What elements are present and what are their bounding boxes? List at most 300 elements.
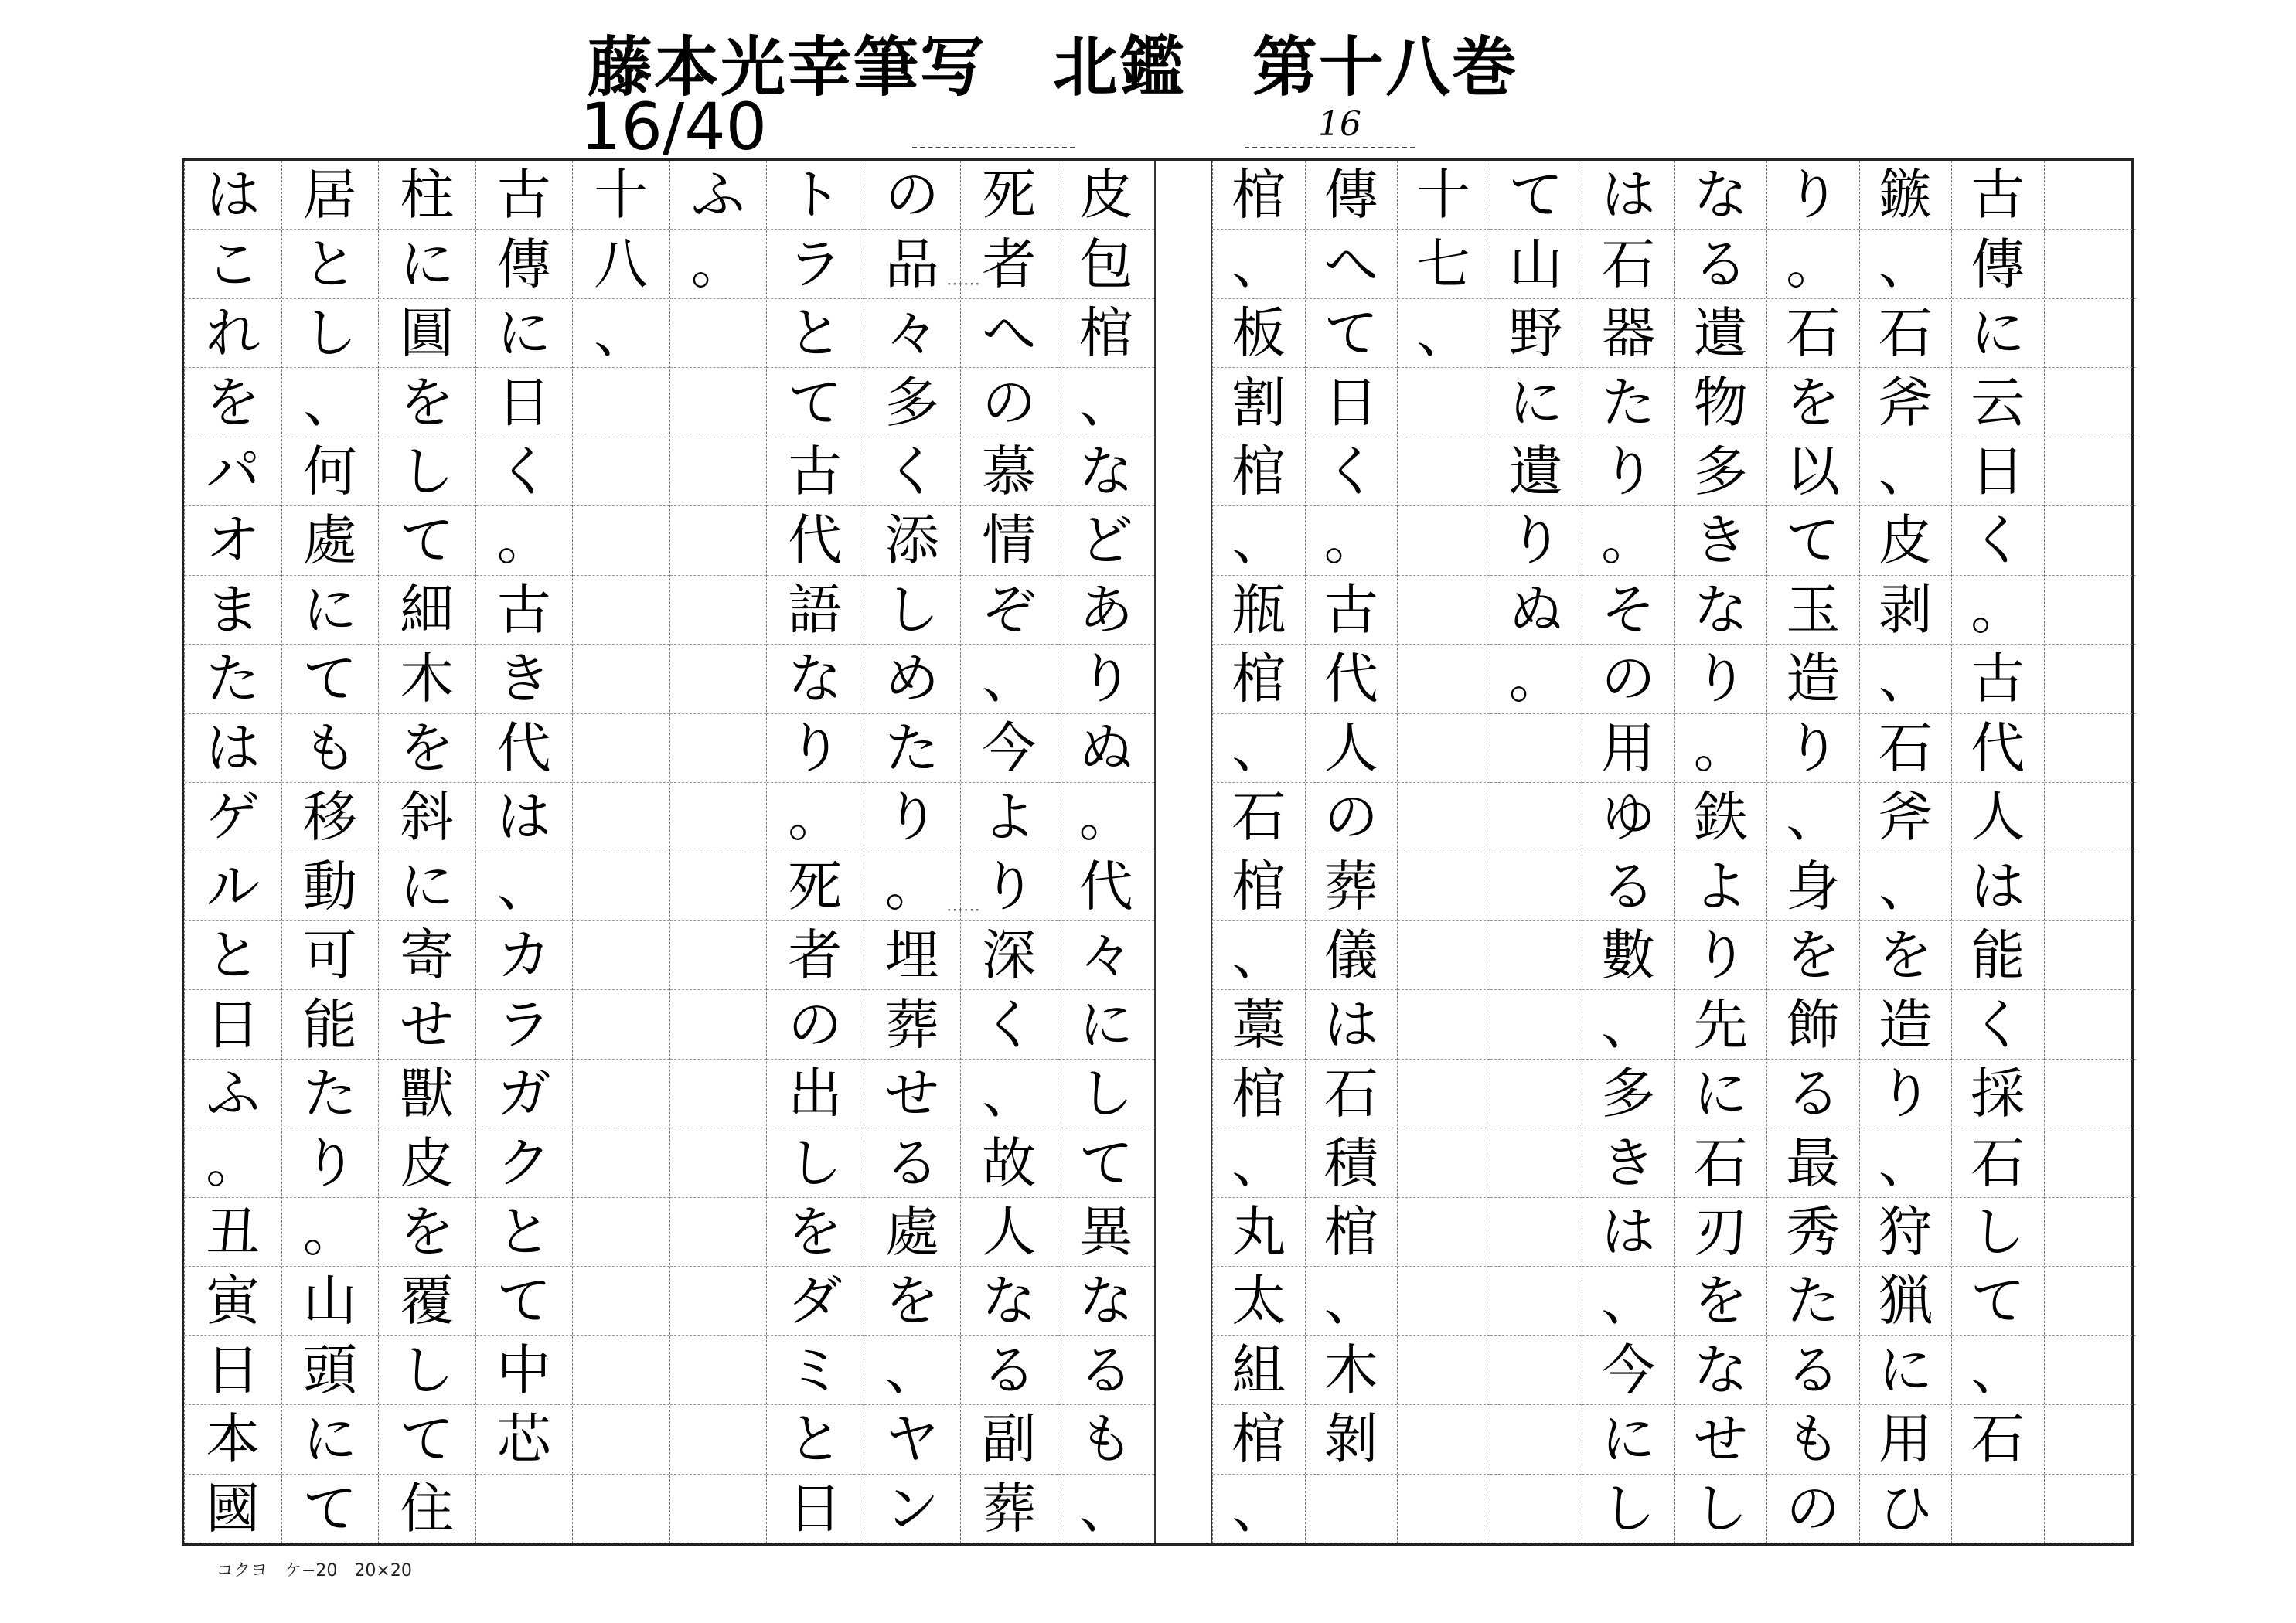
grid-cell: し [379,437,475,506]
manuscript-column [1397,161,1490,1543]
binding-mark-icon: ⋯⋯ [946,900,980,920]
grid-cell: 代 [476,714,573,783]
grid-cell: 割 [1213,368,1305,437]
grid-cell: 皮 [1058,161,1155,230]
grid-cell: て [282,1475,379,1543]
grid-cell [476,1475,573,1543]
grid-cell: ぬ [1058,714,1155,783]
grid-cell: に [282,576,379,645]
grid-cell: て [379,1405,475,1474]
grid-cell: し [282,299,379,368]
binding-mark-icon: ⋯⋯ [946,274,980,294]
grid-cell: を [1675,1267,1767,1335]
grid-cell: 、 [476,852,573,921]
grid-cell [2045,1475,2137,1543]
grid-cell [670,1128,767,1197]
grid-cell: に [379,230,475,298]
grid-cell: た [864,714,961,783]
grid-cell [573,576,669,645]
grid-cell: 。 [1490,645,1582,713]
grid-cell: と [767,299,864,368]
grid-cell: し [1058,1060,1155,1128]
grid-cell: 數 [1582,921,1674,990]
grid-cell [573,1128,669,1197]
grid-cell: ラ [476,990,573,1059]
grid-cell: ふ [670,161,767,230]
grid-cell: 、 [1213,921,1305,990]
grid-cell: を [1767,921,1859,990]
grid-cell [2045,299,2137,368]
grid-cell: 日 [767,1475,864,1543]
grid-cell: 者 [767,921,864,990]
grid-cell: て [1490,161,1582,230]
manuscript-column [864,161,961,1543]
grid-cell: り [1675,645,1767,713]
grid-cell: 石 [1860,299,1952,368]
grid-cell [670,645,767,713]
grid-cell: 。 [185,1128,281,1197]
grid-cell: た [1767,1267,1859,1335]
grid-cell: ゆ [1582,783,1674,852]
grid-cell: 石 [1213,783,1305,852]
grid-cell [2045,783,2137,852]
grid-cell: く [1952,990,2044,1059]
grid-cell: 古 [476,161,573,230]
grid-cell: 石 [1306,1060,1398,1128]
grid-cell [670,299,767,368]
manuscript-column [960,161,1058,1543]
grid-cell: 故 [961,1128,1058,1197]
grid-cell: こ [185,230,281,298]
grid-cell: の [1306,783,1398,852]
grid-cell: 古 [1952,161,2044,230]
grid-cell: 秀 [1767,1198,1859,1267]
grid-cell [670,368,767,437]
grid-cell: 處 [864,1198,961,1267]
grid-cell [670,1060,767,1128]
grid-cell: 八 [573,230,669,298]
paper-maker-label: コクヨ ケ−20 20×20 [216,1561,412,1580]
grid-cell: と [767,1405,864,1474]
grid-cell: 處 [282,506,379,575]
grid-cell: し [1675,1475,1767,1543]
grid-cell: る [1675,230,1767,298]
grid-cell: 葬 [1306,852,1398,921]
grid-cell: よ [1675,852,1767,921]
grid-cell: ぞ [961,576,1058,645]
grid-cell: 頭 [282,1336,379,1405]
grid-cell [670,1405,767,1474]
grid-cell: 棺 [1213,1405,1305,1474]
grid-cell: 々 [1058,921,1155,990]
grid-cell: 葬 [864,990,961,1059]
grid-cell: 異 [1058,1198,1155,1267]
grid-cell: な [767,645,864,713]
grid-cell: り [1490,506,1582,575]
grid-cell: 、 [1213,506,1305,575]
grid-cell: は [1582,161,1674,230]
grid-cell: く [1952,506,2044,575]
grid-cell [1952,1475,2044,1543]
grid-cell: 古 [1306,576,1398,645]
grid-cell: 棺 [1213,852,1305,921]
grid-cell: 、 [282,368,379,437]
grid-cell: 身 [1767,852,1859,921]
grid-cell: ト [767,161,864,230]
grid-cell: 、 [1058,1475,1155,1543]
grid-cell [670,921,767,990]
grid-cell: て [1058,1128,1155,1197]
grid-cell: 。 [476,506,573,575]
grid-cell: 細 [379,576,475,645]
grid-cell: 斧 [1860,368,1952,437]
grid-cell [1398,1060,1490,1128]
grid-cell: 移 [282,783,379,852]
grid-cell: り [864,783,961,852]
grid-cell: め [864,645,961,713]
grid-cell: と [185,921,281,990]
grid-cell [1398,1198,1490,1267]
grid-cell [573,1267,669,1335]
grid-cell: ま [185,576,281,645]
grid-cell: 覆 [379,1267,475,1335]
grid-cell: 今 [1582,1336,1674,1405]
grid-cell: き [1675,506,1767,575]
grid-cell: な [1058,437,1155,506]
grid-cell [1490,990,1582,1059]
grid-cell: 用 [1582,714,1674,783]
grid-cell: 石 [1952,1128,2044,1197]
grid-cell: 國 [185,1475,281,1543]
grid-cell: を [379,1198,475,1267]
grid-cell: 。 [1306,506,1398,575]
manuscript-column [572,161,669,1543]
grid-cell: 者 [961,230,1058,298]
grid-cell: 板 [1213,299,1305,368]
grid-cell: 造 [1767,645,1859,713]
grid-cell: 。 [282,1198,379,1267]
grid-cell: し [379,1336,475,1405]
grid-cell: き [476,645,573,713]
grid-cell [2045,368,2137,437]
grid-cell: 剥 [1860,576,1952,645]
grid-cell: 木 [1306,1336,1398,1405]
grid-cell [670,1475,767,1543]
grid-cell: 野 [1490,299,1582,368]
grid-cell: 寄 [379,921,475,990]
grid-cell: を [379,368,475,437]
grid-cell: 以 [1767,437,1859,506]
grid-cell: 寅 [185,1267,281,1335]
grid-cell: 。 [1675,714,1767,783]
grid-cell [1490,1060,1582,1128]
grid-cell: 最 [1767,1128,1859,1197]
grid-cell [1490,1198,1582,1267]
grid-cell: 能 [1952,921,2044,990]
grid-cell: 太 [1213,1267,1305,1335]
grid-cell: 飾 [1767,990,1859,1059]
manuscript-column [1490,161,1582,1543]
grid-cell: 棺 [1306,1198,1398,1267]
grid-cell: 日 [1952,437,2044,506]
grid-cell [670,1267,767,1335]
grid-cell: た [1582,368,1674,437]
grid-cell: れ [185,299,281,368]
grid-cell [670,1336,767,1405]
grid-cell: 、 [1058,368,1155,437]
grid-cell: 本 [185,1405,281,1474]
manuscript-column [669,161,767,1543]
grid-cell: り [1582,437,1674,506]
grid-cell: 日 [476,368,573,437]
grid-cell: ラ [767,230,864,298]
grid-cell [1490,921,1582,990]
grid-cell: 猟 [1860,1267,1952,1335]
grid-cell: 、 [961,645,1058,713]
grid-cell: る [961,1336,1058,1405]
grid-cell [1490,783,1582,852]
grid-cell: て [379,506,475,575]
grid-cell: 慕 [961,437,1058,506]
manuscript-column [2044,161,2137,1543]
grid-cell: を [379,714,475,783]
grid-cell: 云 [1952,368,2044,437]
grid-cell: 、 [1860,1128,1952,1197]
document-title: 藤本光幸筆写 北鑑 第十八巻 [588,29,1519,105]
grid-cell: ミ [767,1336,864,1405]
grid-cell: せ [379,990,475,1059]
grid-cell: 芯 [476,1405,573,1474]
grid-cell: 死 [961,161,1058,230]
grid-cell: 深 [961,921,1058,990]
grid-cell: 、 [864,1336,961,1405]
grid-cell: 、 [1398,299,1490,368]
grid-cell: 出 [767,1060,864,1128]
handwritten-page-number: 16 [1318,104,1361,144]
grid-cell: 造 [1860,990,1952,1059]
grid-cell: て [767,368,864,437]
grid-cell [573,852,669,921]
grid-cell: 、 [1860,437,1952,506]
grid-cell: 傳 [1306,161,1398,230]
grid-cell: 、 [1582,990,1674,1059]
grid-cell [670,852,767,921]
grid-cell [1490,714,1582,783]
grid-cell [1398,576,1490,645]
grid-cell: 多 [864,368,961,437]
grid-cell: 中 [476,1336,573,1405]
grid-cell: 、 [961,1060,1058,1128]
grid-cell: 死 [767,852,864,921]
grid-cell [2045,1128,2137,1197]
manuscript-column [184,161,281,1543]
grid-cell: 、 [1213,714,1305,783]
grid-cell: ガ [476,1060,573,1128]
grid-cell: り [1767,714,1859,783]
grid-cell: り [1860,1060,1952,1128]
grid-cell: し [1952,1198,2044,1267]
grid-cell [2045,852,2137,921]
grid-cell: り [1058,645,1155,713]
grid-cell [1398,1475,1490,1543]
grid-cell: 遺 [1490,437,1582,506]
grid-cell [670,990,767,1059]
grid-cell: 。 [1058,783,1155,852]
grid-cell: 埋 [864,921,961,990]
grid-cell: 七 [1398,230,1490,298]
grid-cell: 今 [961,714,1058,783]
grid-cell: は [185,161,281,230]
grid-cell: 。 [864,852,961,921]
center-binding-gutter [1154,161,1212,1543]
manuscript-column [1305,161,1398,1543]
grid-cell: 。 [1952,576,2044,645]
grid-cell [2045,714,2137,783]
grid-cell: 。 [1582,506,1674,575]
grid-cell: の [767,990,864,1059]
grid-cell: 丑 [185,1198,281,1267]
manuscript-column [378,161,475,1543]
grid-cell: く [961,990,1058,1059]
manuscript-column [1674,161,1767,1543]
grid-cell: く [864,437,961,506]
grid-cell [1398,368,1490,437]
grid-cell: 々 [864,299,961,368]
grid-cell [2045,230,2137,298]
manuscript-sheet [182,158,2134,1546]
grid-cell: 皮 [1860,506,1952,575]
grid-cell: を [1860,921,1952,990]
grid-cell [573,990,669,1059]
grid-cell: 遺 [1675,299,1767,368]
grid-cell [2045,1336,2137,1405]
grid-cell: き [1582,1128,1674,1197]
grid-cell: 、 [1213,230,1305,298]
grid-cell: 山 [282,1267,379,1335]
grid-cell: 採 [1952,1060,2044,1128]
grid-cell: 器 [1582,299,1674,368]
grid-cell: に [1952,299,2044,368]
grid-cell: 組 [1213,1336,1305,1405]
grid-cell: ゲ [185,783,281,852]
grid-cell [1398,783,1490,852]
grid-cell: て [1952,1267,2044,1335]
grid-cell: り [1675,921,1767,990]
grid-cell: な [1058,1267,1155,1335]
grid-cell: る [1582,852,1674,921]
grid-cell [573,1405,669,1474]
grid-cell: は [1952,852,2044,921]
manuscript-column [1951,161,2044,1543]
grid-cell: カ [476,921,573,990]
grid-cell: に [1860,1336,1952,1405]
grid-cell: 傳 [1952,230,2044,298]
grid-cell: く [476,437,573,506]
grid-cell: の [961,368,1058,437]
grid-cell: そ [1582,576,1674,645]
header-dash-line-right [1245,147,1415,148]
grid-cell [2045,921,2137,990]
grid-cell [1398,437,1490,506]
grid-cell: 。 [670,230,767,298]
manuscript-column [1766,161,1859,1543]
grid-cell: 刃 [1675,1198,1767,1267]
grid-cell [1490,1475,1582,1543]
grid-cell [2045,576,2137,645]
grid-cell [2045,161,2137,230]
grid-cell: へ [961,299,1058,368]
grid-cell: 。 [1767,230,1859,298]
grid-cell [2045,437,2137,506]
grid-cell [573,437,669,506]
grid-cell: 人 [1306,714,1398,783]
grid-cell: 皮 [379,1128,475,1197]
manuscript-column [1859,161,1952,1543]
grid-cell: 木 [379,645,475,713]
grid-cell: ど [1058,506,1155,575]
grid-cell: 山 [1490,230,1582,298]
grid-cell: て [282,645,379,713]
grid-cell: り [961,852,1058,921]
grid-cell: る [864,1128,961,1197]
grid-cell: 。 [767,783,864,852]
grid-cell: ふ [185,1060,281,1128]
grid-cell [573,783,669,852]
grid-cell: の [1767,1475,1859,1543]
grid-cell: る [1058,1336,1155,1405]
grid-cell: 添 [864,506,961,575]
grid-cell [2045,1267,2137,1335]
grid-cell [1398,990,1490,1059]
grid-cell: 包 [1058,230,1155,298]
grid-cell: 、 [1767,783,1859,852]
grid-cell: 、 [1860,230,1952,298]
grid-cell [1490,1405,1582,1474]
grid-cell: し [767,1128,864,1197]
grid-cell: 、 [573,299,669,368]
grid-cell: 十 [1398,161,1490,230]
grid-cell: 、 [1306,1267,1398,1335]
grid-cell: に [476,299,573,368]
grid-cell: 代 [1058,852,1155,921]
grid-cell: な [1675,1336,1767,1405]
grid-cell [1398,1405,1490,1474]
grid-cell: に [379,852,475,921]
grid-cell: 玉 [1767,576,1859,645]
grid-cell: ン [864,1475,961,1543]
grid-cell [670,506,767,575]
grid-cell: と [282,230,379,298]
grid-cell: 石 [1860,714,1952,783]
manuscript-column [1058,161,1155,1543]
grid-cell: 人 [1952,783,2044,852]
grid-cell: り [282,1128,379,1197]
grid-cell [2045,506,2137,575]
grid-cell: 石 [1767,299,1859,368]
grid-cell: る [1767,1336,1859,1405]
grid-cell: 儀 [1306,921,1398,990]
grid-cell: 丸 [1213,1198,1305,1267]
grid-cell: 積 [1306,1128,1398,1197]
grid-cell: オ [185,506,281,575]
grid-cell: り [767,714,864,783]
grid-cell: 、 [1860,852,1952,921]
grid-cell: 語 [767,576,864,645]
grid-cell: 、 [1213,1475,1305,1543]
grid-cell: を [185,368,281,437]
grid-cell: 棺 [1058,299,1155,368]
grid-cell: は [185,714,281,783]
